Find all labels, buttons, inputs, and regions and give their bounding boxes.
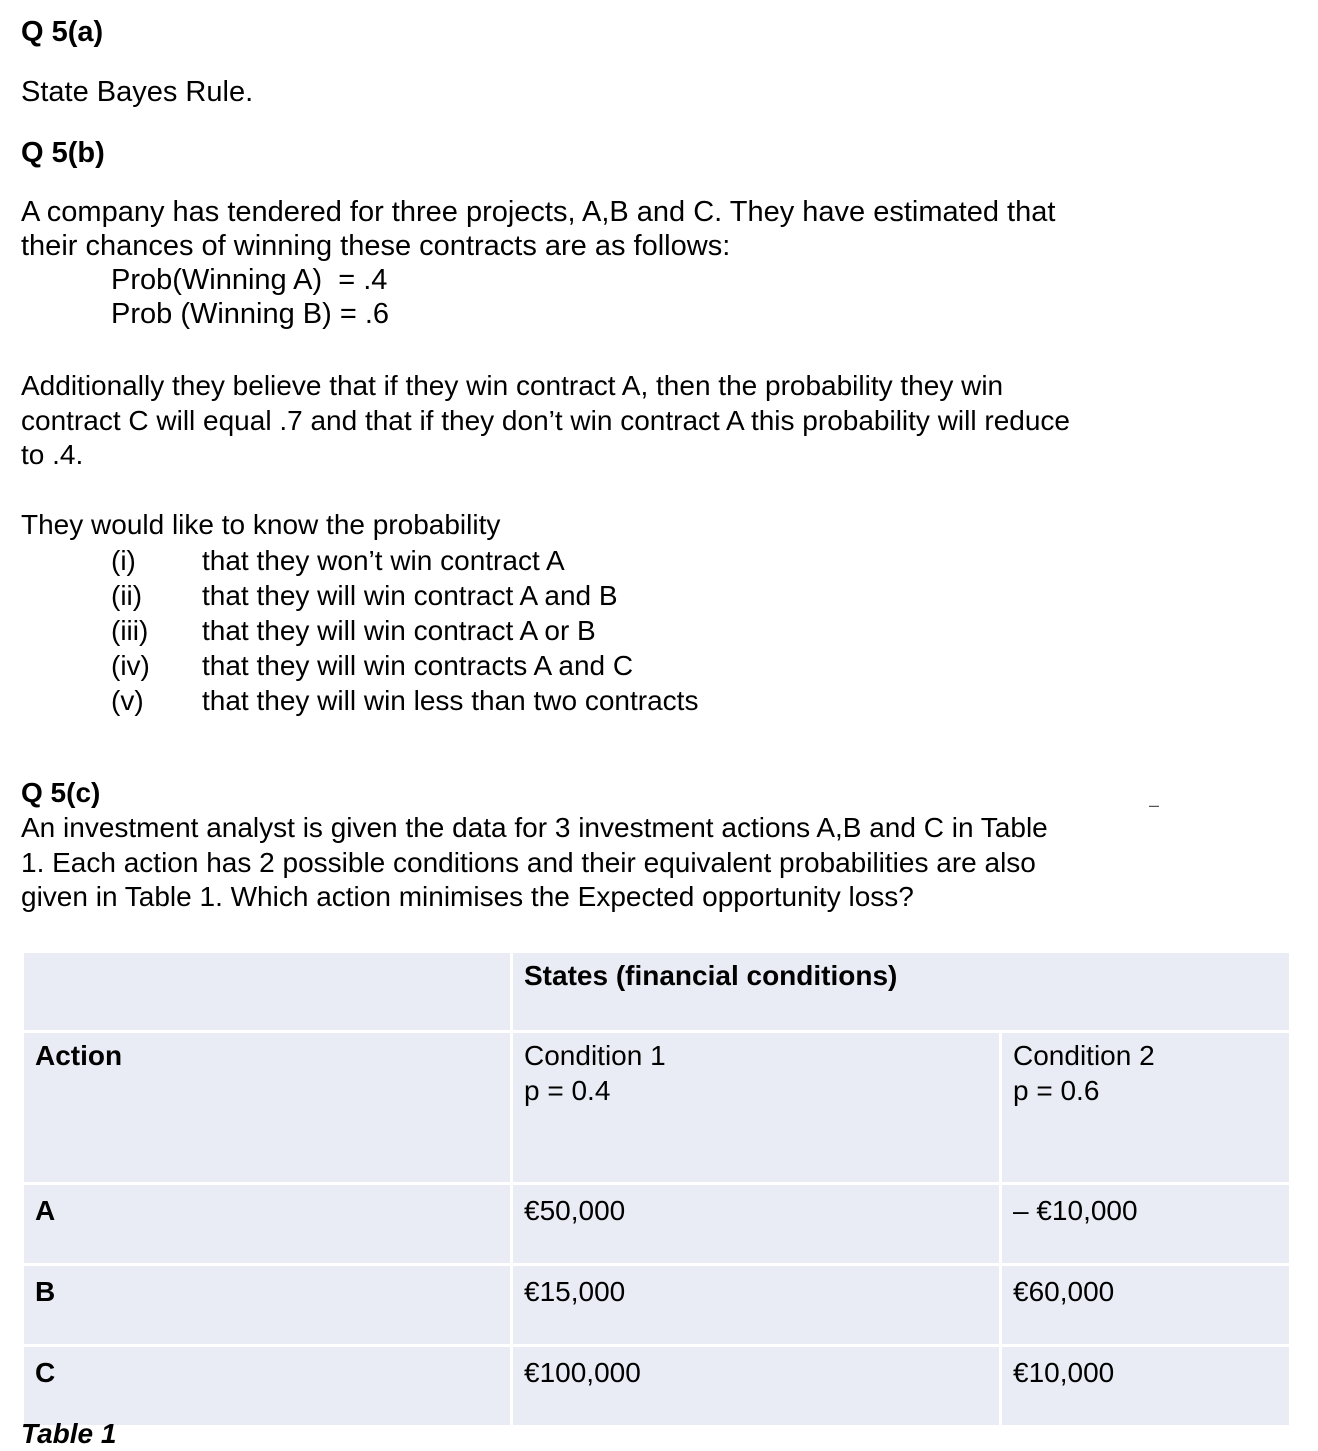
q5b-conditional-paragraph [21,369,1070,473]
q5b-conditional-line-2: contract C will equal .7 and that if they don’t win contract A this probability will reduce [21,404,1070,436]
table-caption: Table 1 [21,1418,117,1449]
payoff-table [21,950,1292,1428]
list-item-text: that they will win contracts A and C [202,650,634,681]
q5a-heading: Q 5(a) [21,16,104,48]
q5c-heading: Q 5(c) [21,777,101,808]
condition-1-value: €50,000 [513,1185,999,1263]
q5b-question-list [111,543,698,718]
list-item [111,543,698,578]
list-item-number: (i) [111,545,136,576]
table-header-row-conditions [24,1033,1289,1182]
table-row [24,1266,1289,1344]
action-cell: C [24,1347,510,1425]
list-item-number: (iii) [111,615,149,646]
list-item-text: that they will win less than two contracts [202,685,699,716]
q5b-intro-paragraph [21,195,1055,263]
list-item [111,648,698,683]
table-header-blank-cell [24,953,510,1030]
prob-winning-b: Prob (Winning B) = .6 [111,298,390,330]
prob-winning-a: Prob(Winning A) = .4 [111,264,388,296]
condition-1-value: €15,000 [513,1266,999,1344]
list-item [111,578,698,613]
q5c-line-1: An investment analyst is given the data for 3 investment actions A,B and C in Table [21,812,1048,843]
list-item-text: that they won’t win contract A [202,545,565,576]
condition-1-name: Condition 1 [524,1040,666,1071]
action-header: Action [24,1033,510,1182]
action-cell: A [24,1185,510,1263]
condition-2-value: €60,000 [1002,1266,1289,1344]
q5c-line-3: given in Table 1. Which action minimises the Expected opportunity loss? [21,881,914,912]
q5b-conditional-line-1: Additionally they believe that if they win contract A, then the probability they win [21,370,1004,401]
table-row [24,1347,1289,1425]
q5b-intro-line-2: their chances of winning these contracts are as follows: [21,230,731,262]
q5b-intro-line-1: A company has tendered for three projects, A,B and C. They have estimated that [21,196,1056,228]
list-item-text: that they will win contract A and B [202,580,618,611]
q5c-line-2: 1. Each action has 2 possible conditions and their equivalent probabilities are also [21,846,1036,878]
q5b-heading: Q 5(b) [21,137,105,169]
condition-2-header [1002,1033,1289,1182]
q5a-text: State Bayes Rule. [21,76,254,108]
stray-dash-mark: – [1149,795,1160,815]
condition-2-value: €10,000 [1002,1347,1289,1425]
list-item-number: (iv) [111,650,150,681]
list-item-number: (v) [111,685,144,716]
table-row [24,1185,1289,1263]
q5b-conditional-line-3: to .4. [21,439,84,470]
condition-2-name: Condition 2 [1013,1040,1155,1071]
condition-1-probability: p = 0.4 [524,1075,611,1106]
condition-2-value: – €10,000 [1002,1185,1289,1263]
list-item-number: (ii) [111,580,143,611]
q5b-ask-intro: They would like to know the probability [21,509,501,540]
condition-2-probability: p = 0.6 [1013,1075,1100,1106]
probability-list [111,263,389,331]
states-header: States (financial conditions) [513,953,1289,1030]
list-item [111,613,698,648]
table-header-row-states [24,953,1289,1030]
condition-1-header [513,1033,999,1182]
list-item [111,683,698,718]
action-cell: B [24,1266,510,1344]
q5c-paragraph [21,811,1048,915]
condition-1-value: €100,000 [513,1347,999,1425]
list-item-text: that they will win contract A or B [202,615,596,646]
